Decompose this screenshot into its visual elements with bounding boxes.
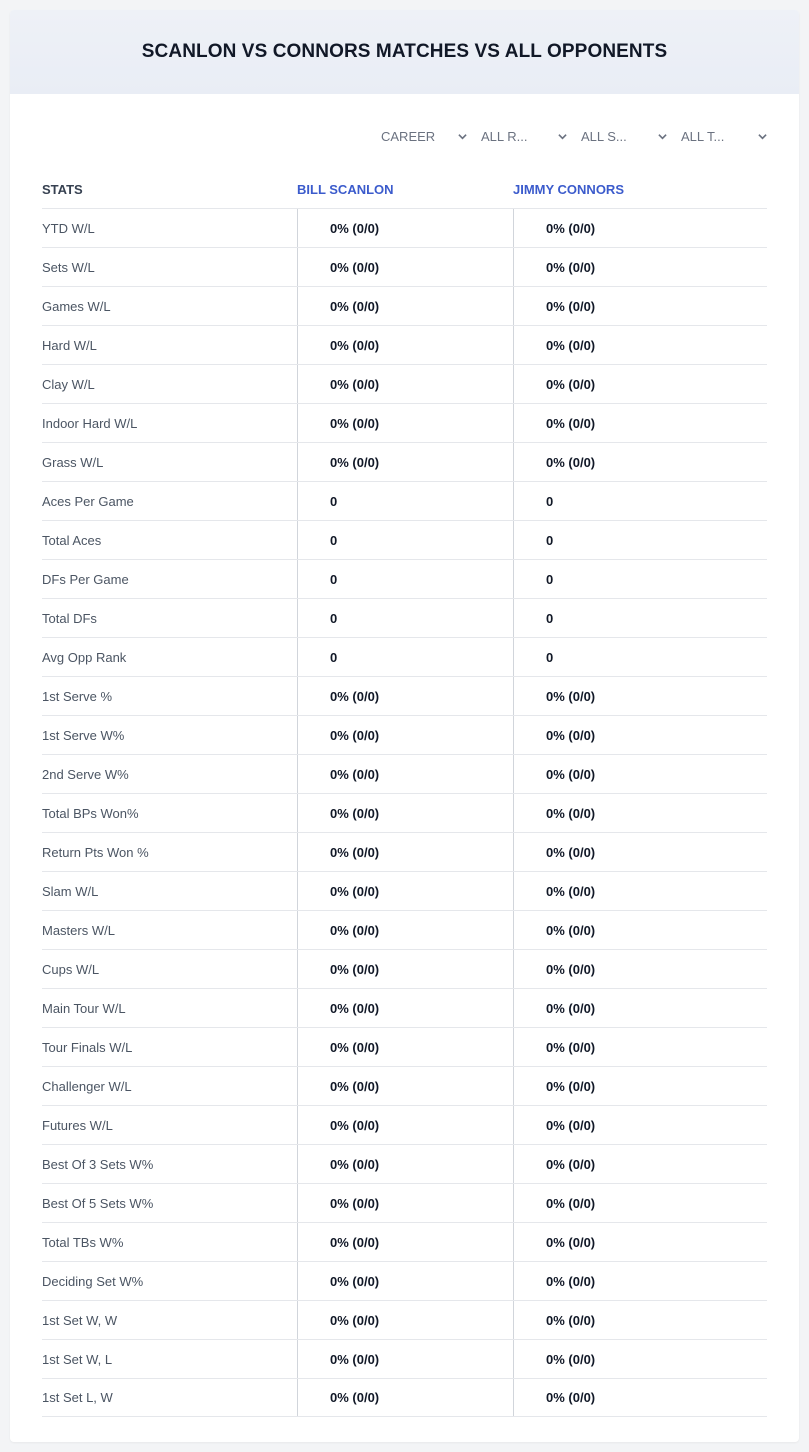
table-row xyxy=(42,364,767,403)
player1-value: 0% (0/0) xyxy=(297,1379,513,1416)
row-label: Challenger W/L xyxy=(42,1078,132,1094)
player2-value: 0 xyxy=(513,599,767,637)
stats-card xyxy=(10,10,799,1442)
chevron-down-icon xyxy=(658,132,667,141)
row-label: Main Tour W/L xyxy=(42,1000,126,1016)
row-label: Indoor Hard W/L xyxy=(42,415,138,431)
player1-value: 0% (0/0) xyxy=(297,1340,513,1378)
row-label: Return Pts Won % xyxy=(42,844,149,860)
player2-value: 0% (0/0) xyxy=(513,365,767,403)
table-row xyxy=(42,676,767,715)
player1-value: 0% (0/0) xyxy=(297,677,513,715)
row-label: Futures W/L xyxy=(42,1117,113,1133)
row-label: Tour Finals W/L xyxy=(42,1039,133,1055)
player1-value: 0% (0/0) xyxy=(297,989,513,1027)
table-row xyxy=(42,208,767,247)
player2-value: 0% (0/0) xyxy=(513,287,767,325)
player2-value: 0% (0/0) xyxy=(513,1184,767,1222)
player1-value: 0% (0/0) xyxy=(297,443,513,481)
row-label: Cups W/L xyxy=(42,961,100,977)
row-label: 1st Set W, W xyxy=(42,1312,118,1328)
row-label: Total Aces xyxy=(42,532,102,548)
chevron-down-icon xyxy=(458,132,467,141)
player2-value: 0% (0/0) xyxy=(513,1028,767,1066)
player1-value: 0% (0/0) xyxy=(297,248,513,286)
player2-value: 0% (0/0) xyxy=(513,989,767,1027)
table-row xyxy=(42,988,767,1027)
table-row xyxy=(42,286,767,325)
player1-value: 0% (0/0) xyxy=(297,833,513,871)
player2-value: 0% (0/0) xyxy=(513,1145,767,1183)
player2-value: 0% (0/0) xyxy=(513,872,767,910)
filter-label: ALL R... xyxy=(481,128,528,144)
table-row xyxy=(42,442,767,481)
player2-value: 0 xyxy=(513,482,767,520)
table-body xyxy=(42,208,767,1417)
player2-value: 0% (0/0) xyxy=(513,1379,767,1416)
player1-value: 0 xyxy=(297,560,513,598)
table-row xyxy=(42,793,767,832)
filter-career-select[interactable] xyxy=(381,126,467,146)
row-label: Masters W/L xyxy=(42,922,115,938)
table-row xyxy=(42,1222,767,1261)
table-row xyxy=(42,637,767,676)
table-header xyxy=(42,170,767,208)
row-label: 2nd Serve W% xyxy=(42,766,129,782)
row-label: DFs Per Game xyxy=(42,571,129,587)
player2-value: 0% (0/0) xyxy=(513,209,767,247)
player2-value: 0% (0/0) xyxy=(513,833,767,871)
table-row xyxy=(42,715,767,754)
player2-value: 0 xyxy=(513,638,767,676)
filter-rounds-select[interactable] xyxy=(481,126,567,146)
player1-value: 0 xyxy=(297,521,513,559)
player1-value: 0% (0/0) xyxy=(297,326,513,364)
player1-value: 0% (0/0) xyxy=(297,209,513,247)
table-row xyxy=(42,559,767,598)
chevron-down-icon xyxy=(758,132,767,141)
player1-value: 0% (0/0) xyxy=(297,1223,513,1261)
player2-value: 0% (0/0) xyxy=(513,677,767,715)
table-row xyxy=(42,598,767,637)
player1-value: 0% (0/0) xyxy=(297,794,513,832)
row-label: Sets W/L xyxy=(42,259,95,275)
player2-value: 0% (0/0) xyxy=(513,1340,767,1378)
row-label: YTD W/L xyxy=(42,220,95,236)
filter-label: CAREER xyxy=(381,128,436,144)
table-row xyxy=(42,1300,767,1339)
player2-value: 0% (0/0) xyxy=(513,716,767,754)
table-row xyxy=(42,1144,767,1183)
player2-value: 0% (0/0) xyxy=(513,1067,767,1105)
table-row xyxy=(42,754,767,793)
player1-value: 0 xyxy=(297,599,513,637)
table-row xyxy=(42,1261,767,1300)
row-label: Hard W/L xyxy=(42,337,97,353)
table-row xyxy=(42,910,767,949)
row-label: Avg Opp Rank xyxy=(42,649,127,665)
stats-table xyxy=(42,170,767,1417)
player2-value: 0 xyxy=(513,560,767,598)
player2-value: 0% (0/0) xyxy=(513,794,767,832)
player2-value: 0% (0/0) xyxy=(513,1301,767,1339)
player1-value: 0% (0/0) xyxy=(297,1262,513,1300)
player2-value: 0% (0/0) xyxy=(513,1106,767,1144)
player2-value: 0% (0/0) xyxy=(513,950,767,988)
page-title: SCANLON VS CONNORS MATCHES VS ALL OPPONENTS xyxy=(141,41,668,62)
player2-value: 0% (0/0) xyxy=(513,443,767,481)
player1-value: 0% (0/0) xyxy=(297,716,513,754)
player1-value: 0% (0/0) xyxy=(297,365,513,403)
player1-value: 0 xyxy=(297,482,513,520)
player1-value: 0% (0/0) xyxy=(297,872,513,910)
player1-value: 0% (0/0) xyxy=(297,1067,513,1105)
table-row xyxy=(42,1378,767,1417)
column-header-stats: STATS xyxy=(42,181,83,197)
player2-value: 0% (0/0) xyxy=(513,248,767,286)
row-label: Total DFs xyxy=(42,610,97,626)
filter-surfaces-select[interactable] xyxy=(581,126,667,146)
player1-value: 0% (0/0) xyxy=(297,287,513,325)
table-row xyxy=(42,832,767,871)
player1-value: 0 xyxy=(297,638,513,676)
table-row xyxy=(42,949,767,988)
player1-value: 0% (0/0) xyxy=(297,950,513,988)
table-row xyxy=(42,325,767,364)
player1-value: 0% (0/0) xyxy=(297,911,513,949)
row-label: 1st Set L, W xyxy=(42,1390,113,1405)
table-row xyxy=(42,1183,767,1222)
column-header-player1[interactable]: BILL SCANLON xyxy=(297,181,394,197)
filter-label: ALL T... xyxy=(681,128,725,144)
row-label: Games W/L xyxy=(42,298,111,314)
player2-value: 0% (0/0) xyxy=(513,1223,767,1261)
table-row xyxy=(42,1066,767,1105)
row-label: 1st Serve W% xyxy=(42,727,125,743)
player2-value: 0% (0/0) xyxy=(513,404,767,442)
chevron-down-icon xyxy=(558,132,567,141)
row-label: Deciding Set W% xyxy=(42,1273,144,1289)
table-row xyxy=(42,403,767,442)
player1-value: 0% (0/0) xyxy=(297,1184,513,1222)
row-label: Best Of 3 Sets W% xyxy=(42,1156,154,1172)
player1-value: 0% (0/0) xyxy=(297,1145,513,1183)
filter-tournaments-select[interactable] xyxy=(681,126,767,146)
player1-value: 0% (0/0) xyxy=(297,755,513,793)
column-header-player2[interactable]: JIMMY CONNORS xyxy=(513,181,624,197)
player2-value: 0% (0/0) xyxy=(513,1262,767,1300)
row-label: Slam W/L xyxy=(42,883,99,899)
row-label: 1st Serve % xyxy=(42,688,113,704)
row-label: 1st Set W, L xyxy=(42,1351,113,1367)
player2-value: 0% (0/0) xyxy=(513,911,767,949)
table-row xyxy=(42,247,767,286)
row-label: Clay W/L xyxy=(42,376,95,392)
row-label: Grass W/L xyxy=(42,454,104,470)
player1-value: 0% (0/0) xyxy=(297,1106,513,1144)
player2-value: 0% (0/0) xyxy=(513,326,767,364)
player1-value: 0% (0/0) xyxy=(297,404,513,442)
table-row xyxy=(42,1027,767,1066)
table-row xyxy=(42,871,767,910)
row-label: Aces Per Game xyxy=(42,493,134,509)
player2-value: 0 xyxy=(513,521,767,559)
filter-bar xyxy=(381,126,767,146)
table-row xyxy=(42,520,767,559)
table-row xyxy=(42,481,767,520)
player1-value: 0% (0/0) xyxy=(297,1301,513,1339)
row-label: Total TBs W% xyxy=(42,1234,124,1250)
table-row xyxy=(42,1105,767,1144)
player2-value: 0% (0/0) xyxy=(513,755,767,793)
row-label: Total BPs Won% xyxy=(42,805,139,821)
filter-label: ALL S... xyxy=(581,128,627,144)
row-label: Best Of 5 Sets W% xyxy=(42,1195,154,1211)
table-row xyxy=(42,1339,767,1378)
player1-value: 0% (0/0) xyxy=(297,1028,513,1066)
page-header xyxy=(10,10,799,94)
